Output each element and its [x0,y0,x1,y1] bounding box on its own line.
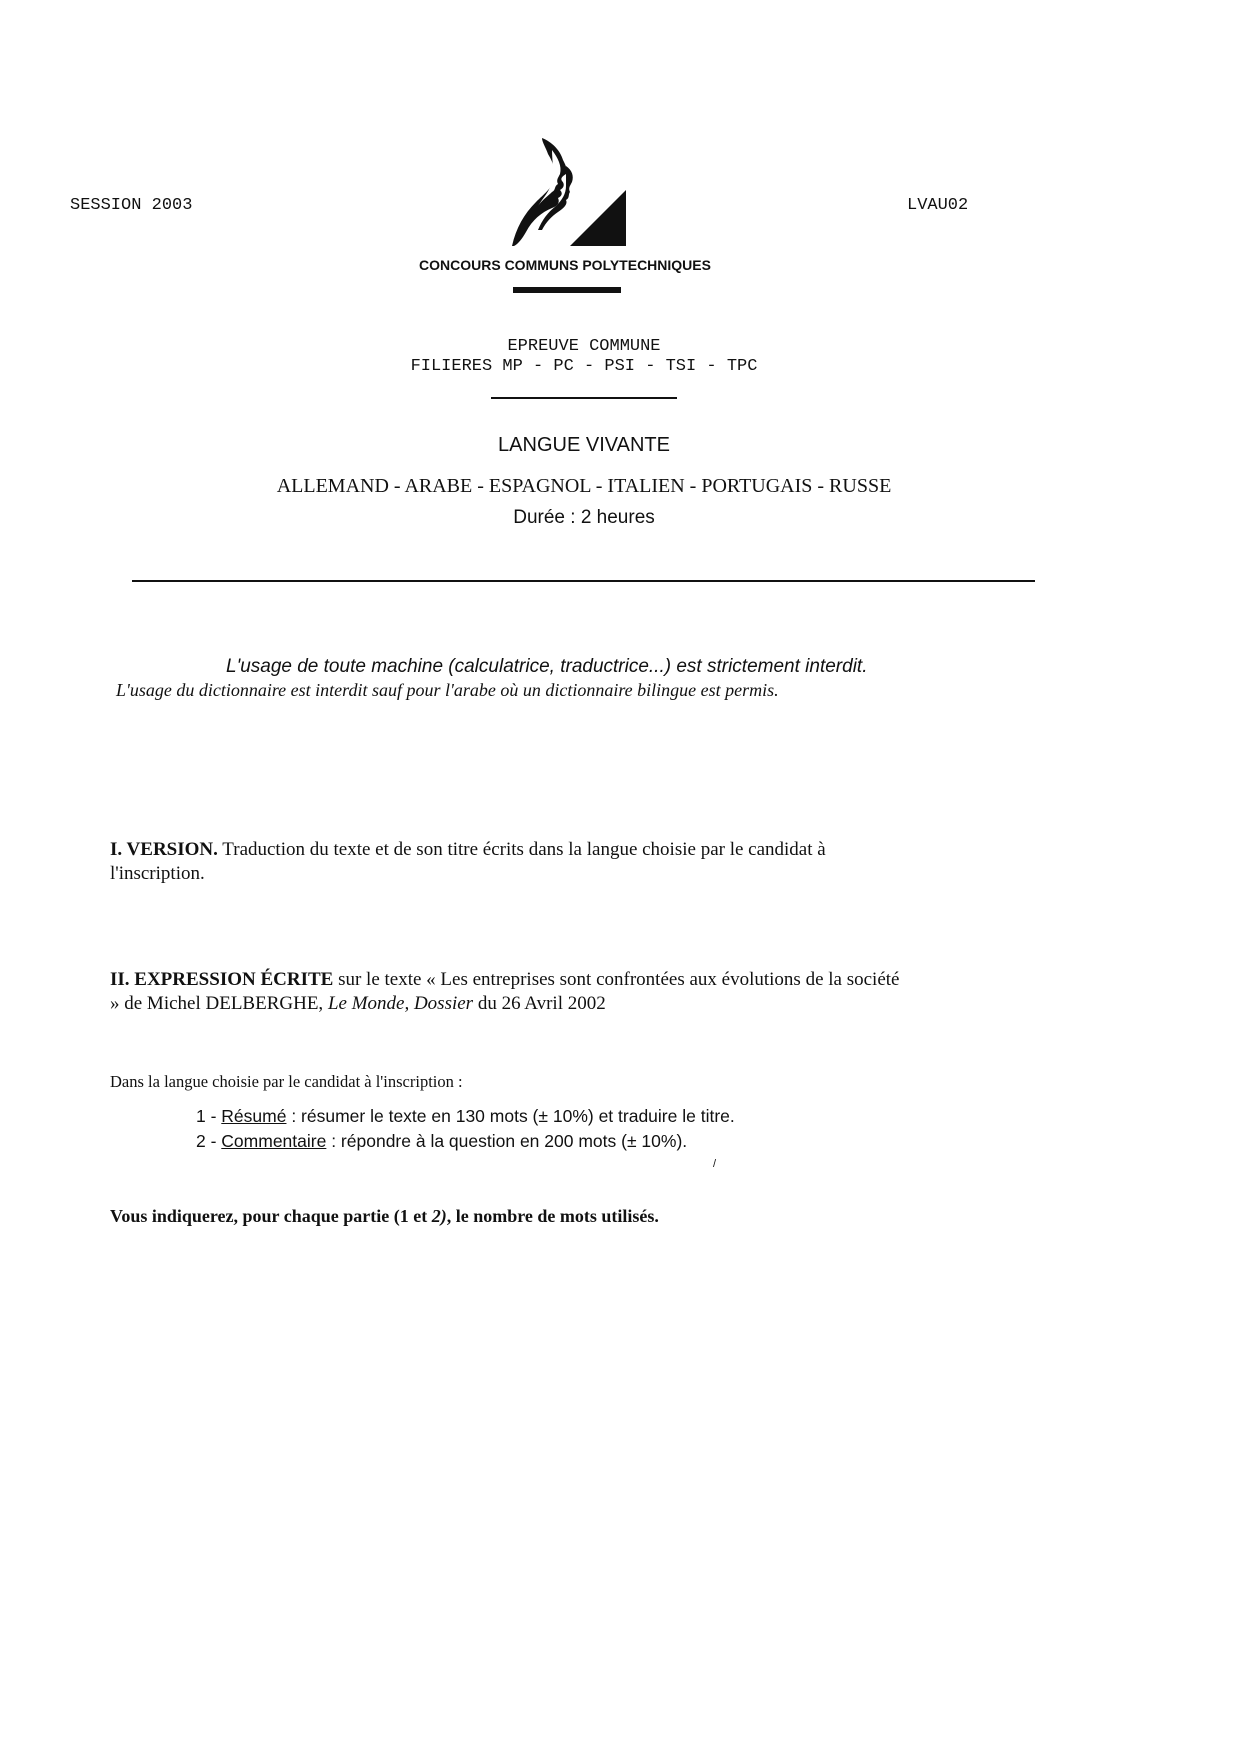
section-version-heading: I. VERSION. [110,839,218,860]
session-label: SESSION 2003 [70,196,193,215]
exam-code: LVAU02 [907,196,969,215]
instruction-item-summary [196,1106,816,1127]
source-date: du 26 Avril 2002 [473,993,606,1014]
section-version [110,838,880,886]
section-expression [110,968,900,1016]
note-part3: , le nombre de mots utilisés. [446,1206,659,1226]
exam-type: EPREUVE COMMUNE [507,337,661,356]
rule-machines: L'usage de toute machine (calculatrice, traductrice...) est strictement interdit. [226,656,868,677]
section-version-text: Traduction du texte et de son titre écrits dans la langue choisie par le candidat à l'inscription. [110,839,826,884]
word-count-note [110,1206,810,1227]
instruction-text: : répondre à la question en 200 mots (± 10%). [326,1131,688,1151]
subject-title: LANGUE VIVANTE [498,434,670,456]
note-part2: 2) [431,1206,447,1226]
ccp-profile-logo-icon [508,136,628,248]
languages-list: ALLEMAND - ARABE - ESPAGNOL - ITALIEN - PORTUGAIS - RUSSE [276,475,892,497]
duration: Durée : 2 heures [513,507,655,528]
instruction-label: Résumé [221,1106,287,1126]
instruction-text: : résumer le texte en 130 mots (± 10%) et traduire le titre. [286,1106,735,1126]
instruction-num: 1 - [196,1106,222,1126]
divider-short [491,397,677,399]
divider-long [132,580,1035,582]
exam-streams: FILIERES MP - PC - PSI - TSI - TPC [410,357,758,376]
logo-underline [513,287,621,293]
instructions-intro: Dans la langue choisie par le candidat à l'inscription : [110,1072,463,1091]
instruction-item-commentary [196,1131,816,1152]
instruction-num: 2 - [196,1131,222,1151]
stray-mark: / [713,1158,717,1170]
rule-dictionary: L'usage du dictionnaire est interdit sauf pour l'arabe où un dictionnaire bilingue est permis. [116,680,779,700]
source-publication: Le Monde, Dossier [327,993,474,1014]
section-expression-text: sur le texte « Les entreprises sont confrontées aux évolutions de la société » de Michel DELBERGHE, [110,969,900,1014]
organization-name: CONCOURS COMMUNS POLYTECHNIQUES [419,257,711,273]
instruction-label: Commentaire [221,1131,327,1151]
note-part1: Vous indiquerez, pour chaque partie (1 et [110,1206,432,1226]
section-expression-heading: II. EXPRESSION ÉCRITE [110,969,334,990]
